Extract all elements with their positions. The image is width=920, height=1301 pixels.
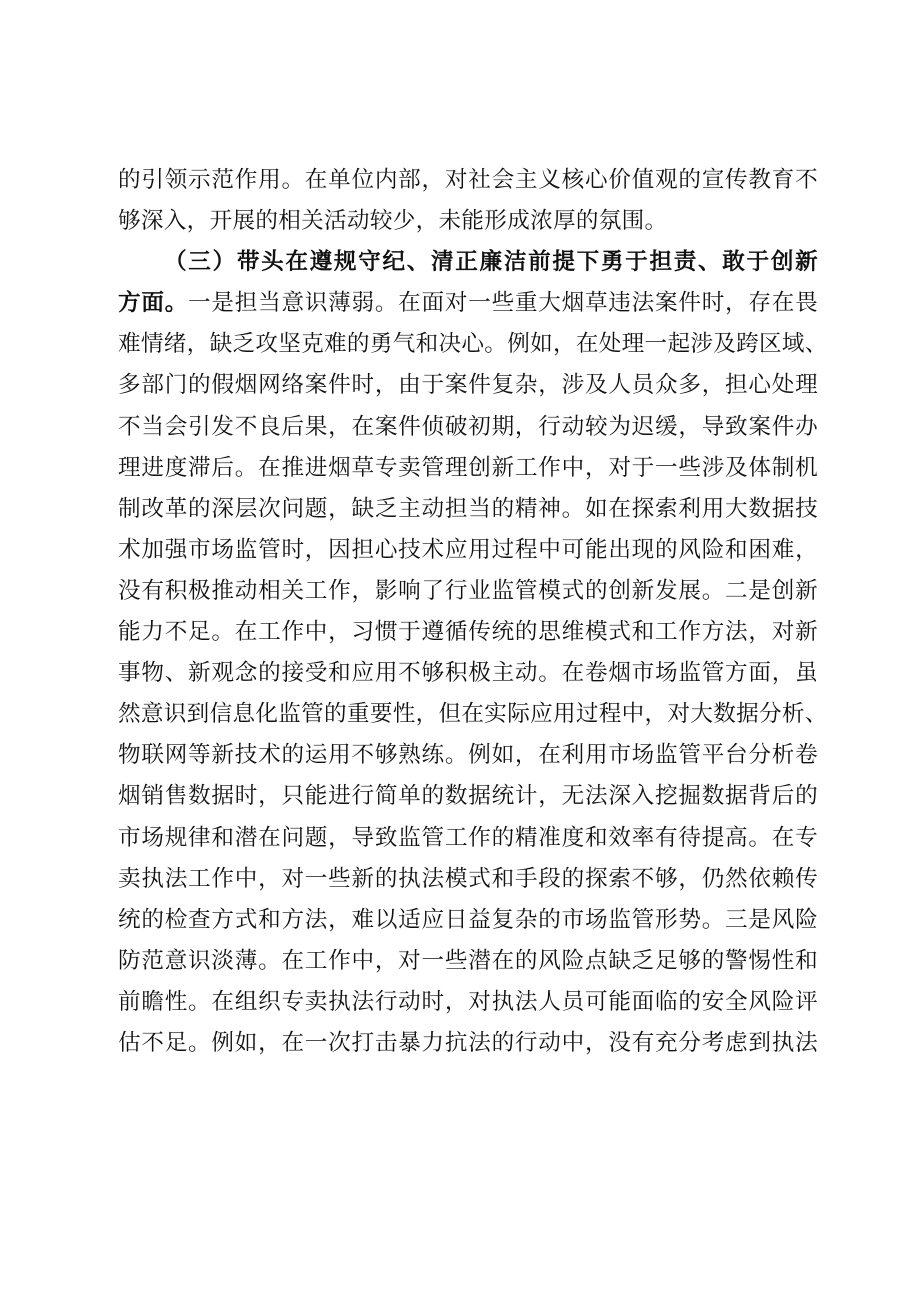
paragraph-line <box>118 612 818 653</box>
text-segment: 然意识到信息化监管的重要性，但在实际应用过程中，对大数据分析、 <box>118 701 828 728</box>
text-segment: 前瞻性。在组织专卖执法行动时，对执法人员可能面临的安全风险评 <box>118 988 818 1015</box>
paragraph-line <box>118 201 818 242</box>
text-segment: 烟销售数据时，只能进行简单的数据统计，无法深入挖掘数据背后的 <box>118 783 818 810</box>
text-segment: 统的检查方式和方法，难以适应日益复杂的市场监管形势。三是风险 <box>118 906 818 933</box>
paragraph-line <box>118 448 818 489</box>
paragraph-line <box>118 324 828 365</box>
paragraph-line <box>118 283 818 324</box>
text-segment: 估不足。例如，在一次打击暴力抗法的行动中，没有充分考虑到执法 <box>118 1029 818 1056</box>
paragraph-line <box>118 530 818 571</box>
text-segment: 够深入，开展的相关活动较少，未能形成浓厚的氛围。 <box>118 208 668 235</box>
bold-text-segment: （三）带头在遵规守纪、清正廉洁前提下勇于担责、敢于创新 <box>164 249 818 276</box>
paragraph-line <box>118 407 818 448</box>
paragraph-line <box>118 735 818 776</box>
paragraph-line <box>118 859 818 900</box>
paragraph-line <box>118 653 818 694</box>
section-heading-line <box>118 242 818 283</box>
paragraph-line <box>118 818 818 859</box>
text-segment: 物联网等新技术的运用不够熟练。例如，在利用市场监管平台分析卷 <box>118 742 818 769</box>
document-body <box>118 160 828 1064</box>
text-segment: 术加强市场监管时，因担心技术应用过程中可能出现的风险和困难， <box>118 536 818 563</box>
paragraph-line <box>118 489 818 530</box>
paragraph-line <box>118 571 818 612</box>
text-segment: 理进度滞后。在推进烟草专卖管理创新工作中，对于一些涉及体制机 <box>118 454 818 481</box>
text-segment: 卖执法工作中，对一些新的执法模式和手段的探索不够，仍然依赖传 <box>118 865 818 892</box>
text-segment: 没有积极推动相关工作，影响了行业监管模式的创新发展。二是创新 <box>118 577 818 604</box>
paragraph-line <box>118 982 818 1023</box>
text-segment: 能力不足。在工作中，习惯于遵循传统的思维模式和工作方法，对新 <box>118 619 818 646</box>
text-segment: 难情绪，缺乏攻坚克难的勇气和决心。例如，在处理一起涉及跨区域、 <box>118 331 828 358</box>
text-segment: 制改革的深层次问题，缺乏主动担当的精神。如在探索利用大数据技 <box>118 495 818 522</box>
bold-text-segment: 方面。 <box>118 290 189 317</box>
text-segment: 市场规律和潜在问题，导致监管工作的精准度和效率有待提高。在专 <box>118 824 818 851</box>
paragraph-line <box>118 941 818 982</box>
text-segment: 的引领示范作用。在单位内部，对社会主义核心价值观的宣传教育不 <box>118 167 818 193</box>
paragraph-line <box>118 900 818 941</box>
text-segment: 不当会引发不良后果，在案件侦破初期，行动较为迟缓，导致案件办 <box>118 413 818 440</box>
paragraph-line <box>118 1023 818 1064</box>
text-segment: 事物、新观念的接受和应用不够积极主动。在卷烟市场监管方面，虽 <box>118 660 818 687</box>
text-segment: 一是担当意识薄弱。在面对一些重大烟草违法案件时，存在畏 <box>188 290 818 317</box>
paragraph-line <box>118 694 828 735</box>
text-segment: 防范意识淡薄。在工作中，对一些潜在的风险点缺乏足够的警惕性和 <box>118 947 818 974</box>
paragraph-line <box>118 160 818 201</box>
paragraph-line <box>118 365 818 406</box>
text-segment: 多部门的假烟网络案件时，由于案件复杂，涉及人员众多，担心处理 <box>118 372 818 399</box>
paragraph-line <box>118 776 818 817</box>
